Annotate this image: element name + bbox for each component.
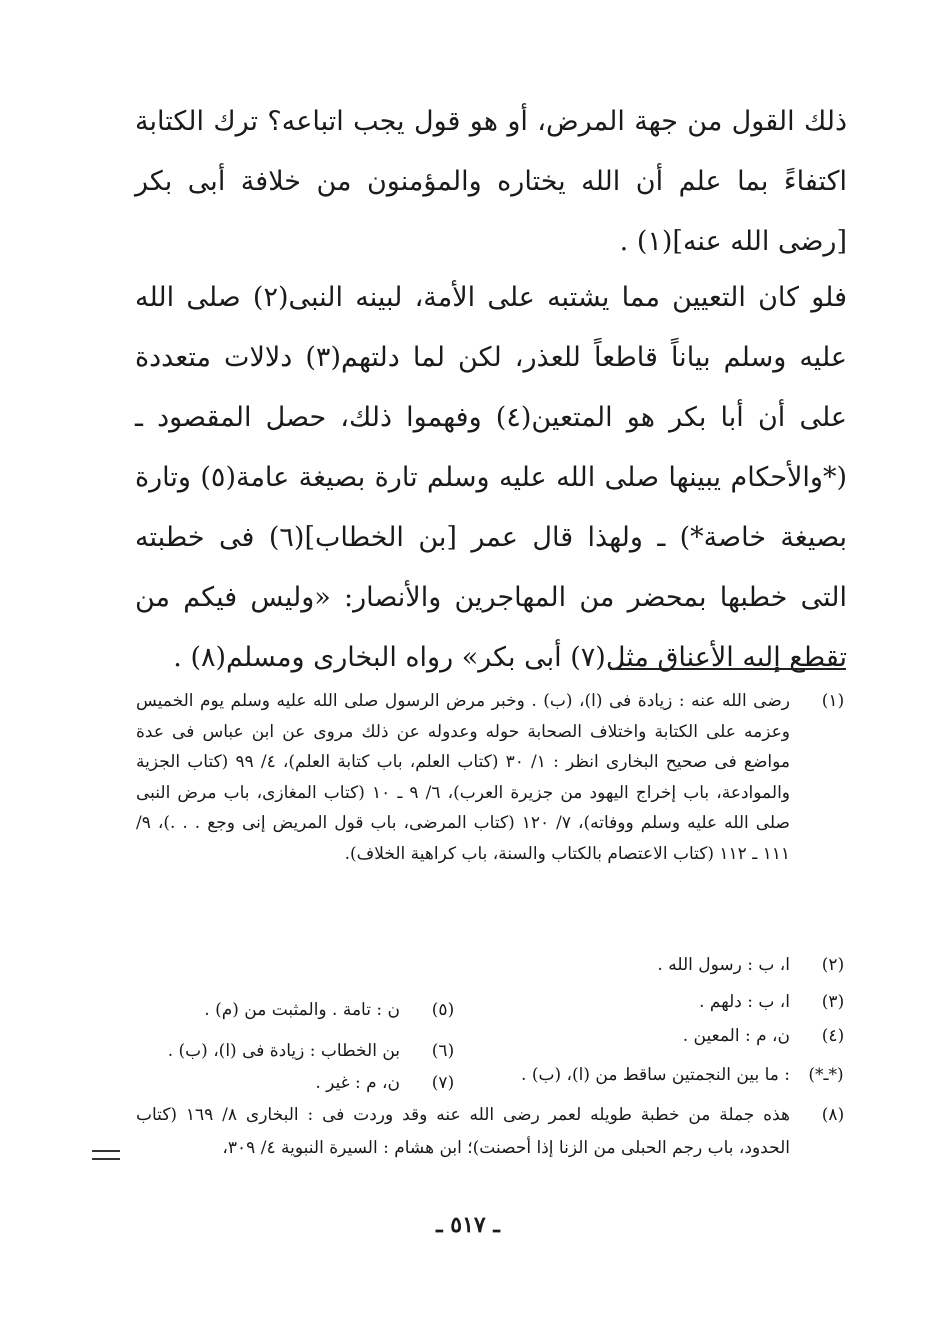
body-paragraph-1: ذلك القول من جهة المرض، أو هو قول يجب اتباعه؟ ترك الكتابة اكتفاءً بما علم أن الله يختاره والمؤمنون من خلافة أبى بكر [رضى الله عنه](١) . [135,106,847,257]
footnote-text: هذه جملة من خطبة طويله لعمر رضى الله عنه وقد وردت فى : البخارى ٨/ ١٦٩ (كتاب الحدود، باب رجم الحبلى من الزنا إذا أحصنت)؛ ابن هشام : السيرة النبوية ٤/ ٣٠٩، [136,1105,790,1158]
footnote-2 [448,953,848,977]
continuation-mark [92,1150,120,1160]
footnote-number: (٦) [431,1041,455,1061]
footnote-text: رضى الله عنه : زيادة فى (ا)، (ب) . وخبر مرض الرسول صلى الله عليه وسلم يوم الخميس وعزمه على الكتابة واختلاف الصحابة حوله وعدوله عن ذلك مروى عن ابن عباس فى عدة مواضع فى صحيح البخارى انظر : ١/ ٣٠ (كتاب العلم، باب كتابة العلم)، ٤/ ٩٩ (كتاب الجزية والموادعة، باب إخراج اليهود من جزيرة العرب)، ٦/ ٩ ـ ١٠ (كتاب المغازى، باب مرض النبى صلى الله عليه وسلم ووفاته)، ٧/ ١٢٠ (كتاب المرضى، باب قول المريض إنى وجع . . .)، ٩/ ١١١ ـ ١١٢ (كتاب الاعتصام بالكتاب والسنة، باب كراهية الخلاف). [136,691,791,864]
page-number: ـ ٥١٧ ـ [436,1212,500,1238]
footnote-text: ا، ب : دلهم . [699,992,790,1012]
footnote-text: ن، م : غير . [315,1073,400,1093]
footnote-7 [98,1071,458,1095]
footnote-text: بن الخطاب : زيادة فى (ا)، (ب) . [167,1041,400,1061]
body-paragraph-2: فلو كان التعيين مما يشتبه على الأمة، لبينه النبى(٢) صلى الله عليه وسلم بياناً قاطعاً للعذر، لكن لما دلتهم(٣) دلالات متعددة على أن أبا بكر هو المتعين(٤) وفهموا ذلك، حصل المقصود ـ (*والأحكام يبينها صلى الله عليه وسلم تارة بصيغة عامة(٥) وتارة بصيغة خاصة*) ـ ولهذا قال عمر [بن الخطاب](٦) فى خطبته التى خطبها بمحضر من المهاجرين والأنصار: «وليس فيكم من تقطع إليه الأعناق مثل(٧) أبى بكر» رواه البخارى ومسلم(٨) . [135,282,847,673]
footnote-1 [136,686,848,869]
footnote-separator [610,668,846,670]
footnote-asterisk [448,1063,848,1087]
footnote-text: ا، ب : رسول الله . [657,955,790,975]
footnote-5 [98,998,458,1022]
footnote-3 [448,990,848,1014]
footnote-number: (٢) [821,955,845,975]
footnote-6 [98,1039,458,1063]
footnote-number: (*ـ*) [808,1065,844,1085]
footnote-text: ن، م : المعين . [682,1026,790,1046]
footnote-number: (٣) [821,992,845,1012]
footnote-number: (٨) [821,1105,845,1125]
footnote-8 [136,1099,848,1165]
footnote-4 [448,1024,848,1048]
footnote-number: (٥) [431,1000,455,1020]
footnote-number: (٤) [821,1026,845,1046]
footnote-number: (١) [821,691,845,711]
footnote-text: : ما بين النجمتين ساقط من (ا)، (ب) . [521,1065,790,1085]
footnote-number: (٧) [431,1073,455,1093]
footnote-text: ن : تامة . والمثبت من (م) . [204,1000,400,1020]
